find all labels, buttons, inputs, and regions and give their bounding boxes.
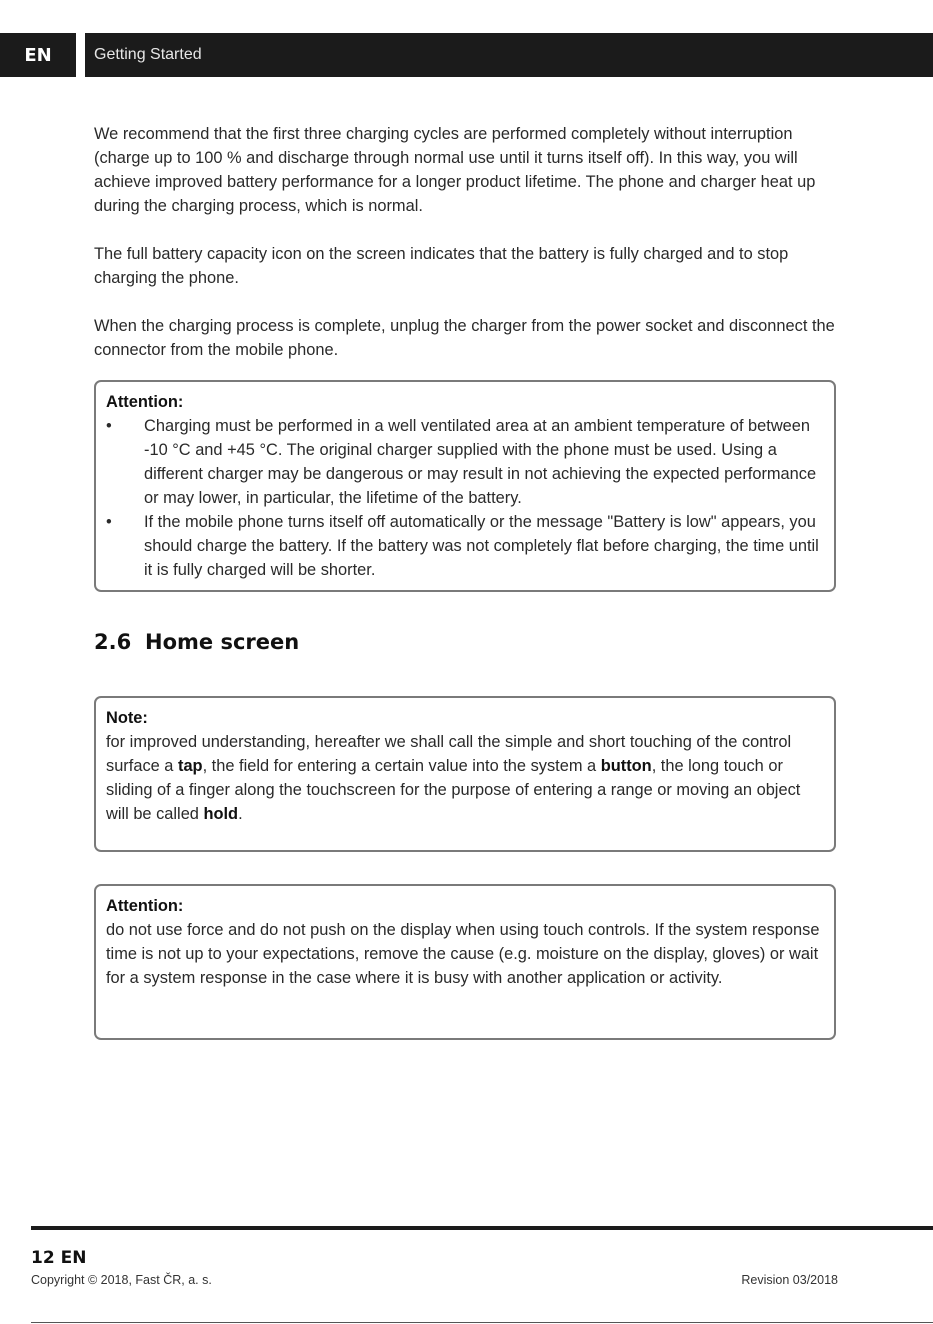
- attention-item-text: If the mobile phone turns itself off automatically or the message "Battery is low" appears, you should charge the battery. If the battery was not completely flat before charging, the time until it is fully charged will be shorter.: [144, 513, 819, 579]
- section-heading: [94, 630, 299, 654]
- paragraph-full-battery: The full battery capacity icon on the screen indicates that the battery is fully charged and to stop charging the phone.: [94, 245, 789, 287]
- attention-item-text: Charging must be performed in a well ventilated area at an ambient temperature of between -10 °C and +45 °C. The original charger supplied with the phone must be used. Using a different charger may be dangerous or may result in not achieving the expected performance or may lower, in particular, the lifetime of the battery.: [144, 417, 817, 507]
- paragraph-unplug: When the charging process is complete, unplug the charger from the power socket and disconnect the connector from the mobile phone.: [94, 317, 835, 359]
- section-title: Home screen: [145, 630, 300, 654]
- note-box: [94, 696, 836, 852]
- chapter-title: Getting Started: [94, 46, 202, 63]
- page-number: 12 EN: [31, 1248, 87, 1268]
- term-tap: tap: [177, 757, 203, 775]
- bullet-icon: •: [106, 513, 112, 531]
- attention-box-touch: [94, 884, 836, 1040]
- note-text: , the long touch or sliding of a finger along the touchscreen for the purpose of entering a range or moving an object will be called: [106, 757, 801, 823]
- language-tab: EN: [24, 44, 52, 66]
- note-text: for improved understanding, hereafter we shall call the simple and short touching of the control surface a: [106, 733, 792, 775]
- paragraph-charging-cycles: We recommend that the first three charging cycles are performed completely without interruption (charge up to 100 % and discharge through normal use until it turns itself off). In this way, you will achieve improved battery performance for a longer product lifetime. The phone and charger heat up during the charging process, which is normal.: [94, 125, 816, 215]
- revision: Revision 03/2018: [741, 1273, 838, 1287]
- note-text: .: [238, 805, 243, 823]
- term-button: button: [600, 757, 652, 775]
- header-separator: [76, 33, 85, 77]
- attention-list: [106, 414, 824, 582]
- attention-box-charging: [94, 380, 836, 592]
- bullet-icon: •: [106, 417, 112, 435]
- copyright: Copyright © 2018, Fast ČR, a. s.: [31, 1273, 212, 1287]
- attention-title: Attention:: [106, 393, 184, 411]
- note-text: , the field for entering a certain value into the system a: [202, 757, 601, 775]
- footer-rule: [31, 1226, 933, 1230]
- attention-item: [106, 510, 824, 582]
- page-header: [0, 33, 933, 77]
- attention-title: Attention:: [106, 897, 184, 915]
- term-hold: hold: [203, 805, 239, 823]
- attention-text: do not use force and do not push on the display when using touch controls. If the system response time is not up to your expectations, remove the cause (e.g. moisture on the display, gloves) or wait for a system response in the case where it is busy with another application or activity.: [106, 921, 820, 987]
- bottom-rule: [31, 1322, 933, 1323]
- note-title: Note:: [106, 709, 148, 727]
- section-number: 2.6: [94, 630, 132, 654]
- attention-item: [106, 414, 824, 510]
